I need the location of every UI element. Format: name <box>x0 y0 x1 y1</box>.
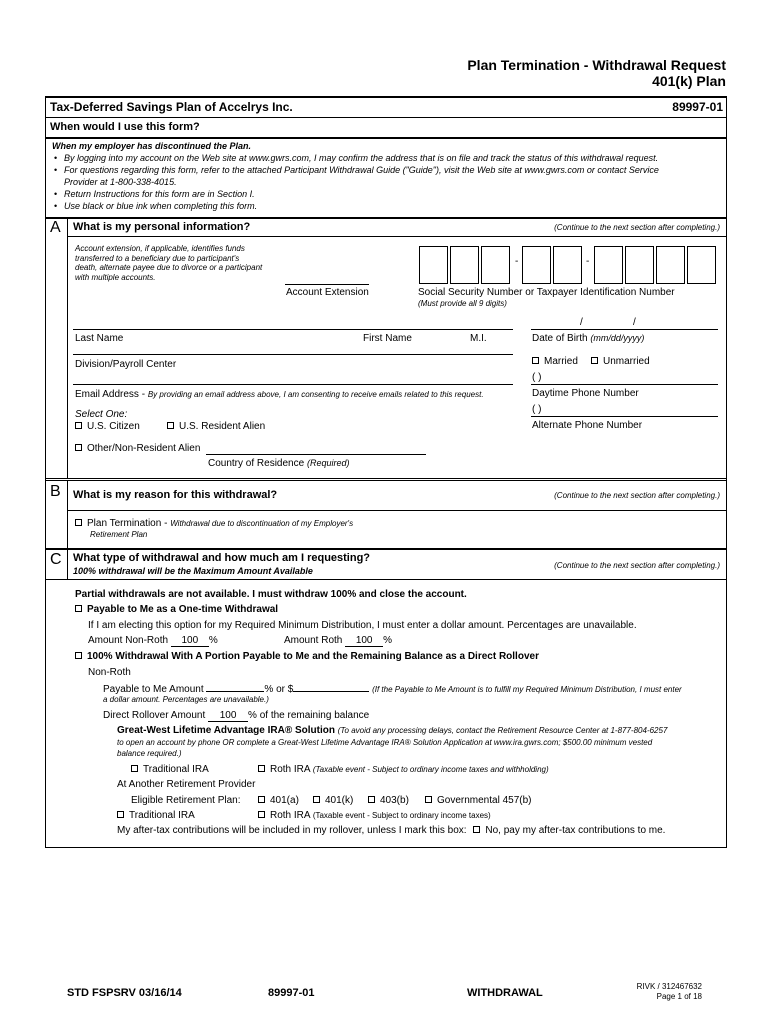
dob-slash: / <box>580 317 583 328</box>
plan-termination-checkbox[interactable] <box>75 519 82 526</box>
direct-rollover-amount: Direct Rollover Amount 100 % of the remaining balance <box>103 710 370 721</box>
us-citizen-option[interactable]: U.S. Citizen <box>75 421 140 432</box>
gw-title: Great-West Lifetime Advantage IRA® Solution (To avoid any processing delays, contact the Retirement Resource Center at 1-877-804-6257 <box>117 725 668 736</box>
other-alien-checkbox[interactable] <box>75 444 82 451</box>
top-rule <box>45 96 727 98</box>
plan-401k-checkbox[interactable] <box>313 796 320 803</box>
unmarried-option[interactable]: Unmarried <box>591 356 650 367</box>
other-traditional-ira-option[interactable]: Traditional IRA <box>117 810 195 821</box>
partial-rollover-checkbox[interactable] <box>75 652 82 659</box>
payable-dollar-input[interactable] <box>293 682 369 692</box>
alt-phone-label: Alternate Phone Number <box>532 420 643 431</box>
unmarried-checkbox[interactable] <box>591 357 598 364</box>
section-c-letter: C <box>50 551 62 568</box>
married-checkbox[interactable] <box>532 357 539 364</box>
intro-bullet: • By logging into my account on the Web site at www.gwrs.com, I may confirm the address that is on file and track the status of this withdrawal request. <box>52 152 722 164</box>
non-roth-label: Non-Roth <box>88 667 131 678</box>
gw-note: to open an account by phone OR complete a Great-West Lifetime Advantage IRA® Solution Application at www.ira.gwrs.com; $500.00 minimum vested <box>117 738 653 747</box>
daytime-phone-paren: ( ) <box>532 372 542 383</box>
payable-note: a dollar amount. Percentages are unavailable.) <box>103 695 269 704</box>
alt-phone-input[interactable] <box>575 400 718 415</box>
footer-form-type: WITHDRAWAL <box>467 987 543 999</box>
plan-457b-checkbox[interactable] <box>425 796 432 803</box>
section-c-continue: (Continue to the next section after completing.) <box>554 561 720 570</box>
dob-slash: / <box>633 317 636 328</box>
title-block <box>467 57 726 89</box>
us-resident-option[interactable]: U.S. Resident Alien <box>167 421 265 432</box>
dob-label: Date of Birth (mm/dd/yyyy) <box>532 333 645 344</box>
ssn-digit-box[interactable] <box>687 246 716 284</box>
partial-rollover-option[interactable]: 100% Withdrawal With A Portion Payable to Me and the Remaining Balance as a Direct Rollover <box>75 651 539 662</box>
gw-traditional-ira-option[interactable]: Traditional IRA <box>131 764 209 775</box>
intro-bullet: • For questions regarding this form, refer to the attached Participant Withdrawal Guide ("Guide"), visit the Web site at www.gwrs.com or contact Service <box>52 164 722 176</box>
intro-bullet: • Return Instructions for this form are in Section I. <box>52 188 722 200</box>
intro-question: When would I use this form? <box>50 121 200 133</box>
section-a-letter: A <box>50 219 61 236</box>
account-extension-input[interactable] <box>285 262 369 282</box>
plan-termination-desc: Retirement Plan <box>90 530 148 539</box>
email-input[interactable] <box>73 368 513 383</box>
payable-amount: Payable to Me Amount % or $ (If the Payable to Me Amount is to fulfill my Required Minimum Distribution, I must enter <box>103 684 682 695</box>
other-roth-ira-checkbox[interactable] <box>258 811 265 818</box>
plan-401a-checkbox[interactable] <box>258 796 265 803</box>
plan-number: 89997-01 <box>672 100 723 114</box>
select-one-label: Select One: <box>75 409 128 420</box>
ssn-note: (Must provide all 9 digits) <box>418 299 507 308</box>
daytime-phone-input[interactable] <box>575 368 718 383</box>
section-a-continue: (Continue to the next section after completing.) <box>554 223 720 232</box>
account-note: Account extension, if applicable, identifies funds transferred to a beneficiary due to participant's death, alternate payee due to divorce or a participant with multiple accounts. <box>75 244 263 282</box>
section-b-letter: B <box>50 483 61 500</box>
gw-traditional-ira-checkbox[interactable] <box>131 765 138 772</box>
amount-non-roth-value[interactable]: 100 <box>171 635 209 647</box>
plan-403b-checkbox[interactable] <box>368 796 375 803</box>
ssn-digit-box[interactable] <box>481 246 510 284</box>
ssn-digit-box[interactable] <box>450 246 479 284</box>
gw-note-end: balance required.) <box>117 749 182 758</box>
intro-bullets <box>52 152 722 212</box>
name-input[interactable] <box>73 312 513 328</box>
footer-plan-number: 89997-01 <box>268 987 315 999</box>
ssn-digit-box[interactable] <box>625 246 654 284</box>
ssn-digit-box[interactable] <box>594 246 623 284</box>
payable-pct-input[interactable] <box>206 682 264 692</box>
direct-rollover-value[interactable]: 100 <box>208 710 248 722</box>
daytime-phone-label: Daytime Phone Number <box>532 388 639 399</box>
after-tax-option[interactable]: No, pay my after-tax contributions to me. <box>473 825 665 836</box>
footer-doc-info <box>637 982 702 1002</box>
mi-label: M.I. <box>470 333 487 344</box>
gw-roth-ira-checkbox[interactable] <box>258 765 265 772</box>
dob-input[interactable] <box>531 312 718 328</box>
alt-phone-paren: ( ) <box>532 404 542 415</box>
last-name-label: Last Name <box>75 333 124 344</box>
amount-non-roth: Amount Non-Roth 100 % <box>88 635 218 646</box>
plan-401a-option[interactable]: 401(a) <box>258 795 299 806</box>
ssn-digit-box[interactable] <box>419 246 448 284</box>
intro-bullet-continued: Provider at 1-800-338-4015. <box>64 177 177 187</box>
plan-457b-option[interactable]: Governmental 457(b) <box>425 795 532 806</box>
ssn-digit-box[interactable] <box>553 246 582 284</box>
form-subtitle: 401(k) Plan <box>652 73 726 89</box>
division-label: Division/Payroll Center <box>75 359 177 370</box>
section-b-title: What is my reason for this withdrawal? <box>73 489 278 501</box>
other-roth-ira-option[interactable]: Roth IRA (Taxable event - Subject to ordinary income taxes) <box>258 810 491 821</box>
section-c-title: What type of withdrawal and how much am I requesting? <box>73 552 371 564</box>
us-resident-checkbox[interactable] <box>167 422 174 429</box>
ssn-label: Social Security Number or Taxpayer Identification Number <box>418 287 675 298</box>
first-name-label: First Name <box>363 333 412 344</box>
footer-form-code: STD FSPSRV 03/16/14 <box>67 987 182 999</box>
us-citizen-checkbox[interactable] <box>75 422 82 429</box>
footer-doc-id: RIVK / 312467632 <box>636 982 702 991</box>
country-label: Country of Residence (Required) <box>208 458 350 469</box>
one-time-option[interactable]: Payable to Me as a One-time Withdrawal <box>75 604 278 615</box>
ssn-dash: - <box>515 256 519 267</box>
email-label: Email Address - By providing an email address above, I am consenting to receive emails related to this request. <box>75 389 484 400</box>
form-title: Plan Termination - Withdrawal Request <box>467 57 726 73</box>
gw-roth-ira-option[interactable]: Roth IRA (Taxable event - Subject to ordinary income taxes and withholding) <box>258 764 549 775</box>
after-tax-line: My after-tax contributions will be included in my rollover, unless I mark this box: No, pay my after-tax contributions to me. <box>117 825 666 836</box>
section-c-subtitle: 100% withdrawal will be the Maximum Amount Available <box>73 566 313 576</box>
other-traditional-ira-checkbox[interactable] <box>117 811 124 818</box>
eligible-plan-label: Eligible Retirement Plan: <box>131 795 241 806</box>
plan-401k-option[interactable]: 401(k) <box>313 795 353 806</box>
plan-termination-option[interactable]: Plan Termination - Withdrawal due to discontinuation of my Employer's <box>75 518 353 529</box>
amount-roth-value[interactable]: 100 <box>345 635 383 647</box>
intro-bullet: • Use black or blue ink when completing this form. <box>52 200 722 212</box>
after-tax-checkbox[interactable] <box>473 826 480 833</box>
section-b-continue: (Continue to the next section after completing.) <box>554 491 720 500</box>
partial-note: Partial withdrawals are not available. I must withdraw 100% and close the account. <box>75 589 467 600</box>
account-extension-label: Account Extension <box>286 287 369 298</box>
plan-name: Tax-Deferred Savings Plan of Accelrys Inc. <box>50 100 293 114</box>
rmd-note: If I am electing this option for my Required Minimum Distribution, I must enter a dollar amount. Percentages are unavailable. <box>88 620 637 631</box>
married-option[interactable]: Married <box>532 356 578 367</box>
section-a-title: What is my personal information? <box>73 221 251 233</box>
amount-roth: Amount Roth 100 % <box>284 635 393 646</box>
ssn-dash: - <box>586 256 590 267</box>
plan-403b-option[interactable]: 403(b) <box>368 795 409 806</box>
intro-lead: When my employer has discontinued the Plan. <box>52 141 252 151</box>
country-input[interactable] <box>206 439 426 453</box>
ssn-digit-box[interactable] <box>522 246 551 284</box>
ssn-digit-box[interactable] <box>656 246 685 284</box>
footer-page: Page 1 of 18 <box>656 992 702 1001</box>
another-provider-label: At Another Retirement Provider <box>117 779 256 790</box>
other-alien-option[interactable]: Other/Non-Resident Alien <box>75 443 200 454</box>
one-time-checkbox[interactable] <box>75 605 82 612</box>
